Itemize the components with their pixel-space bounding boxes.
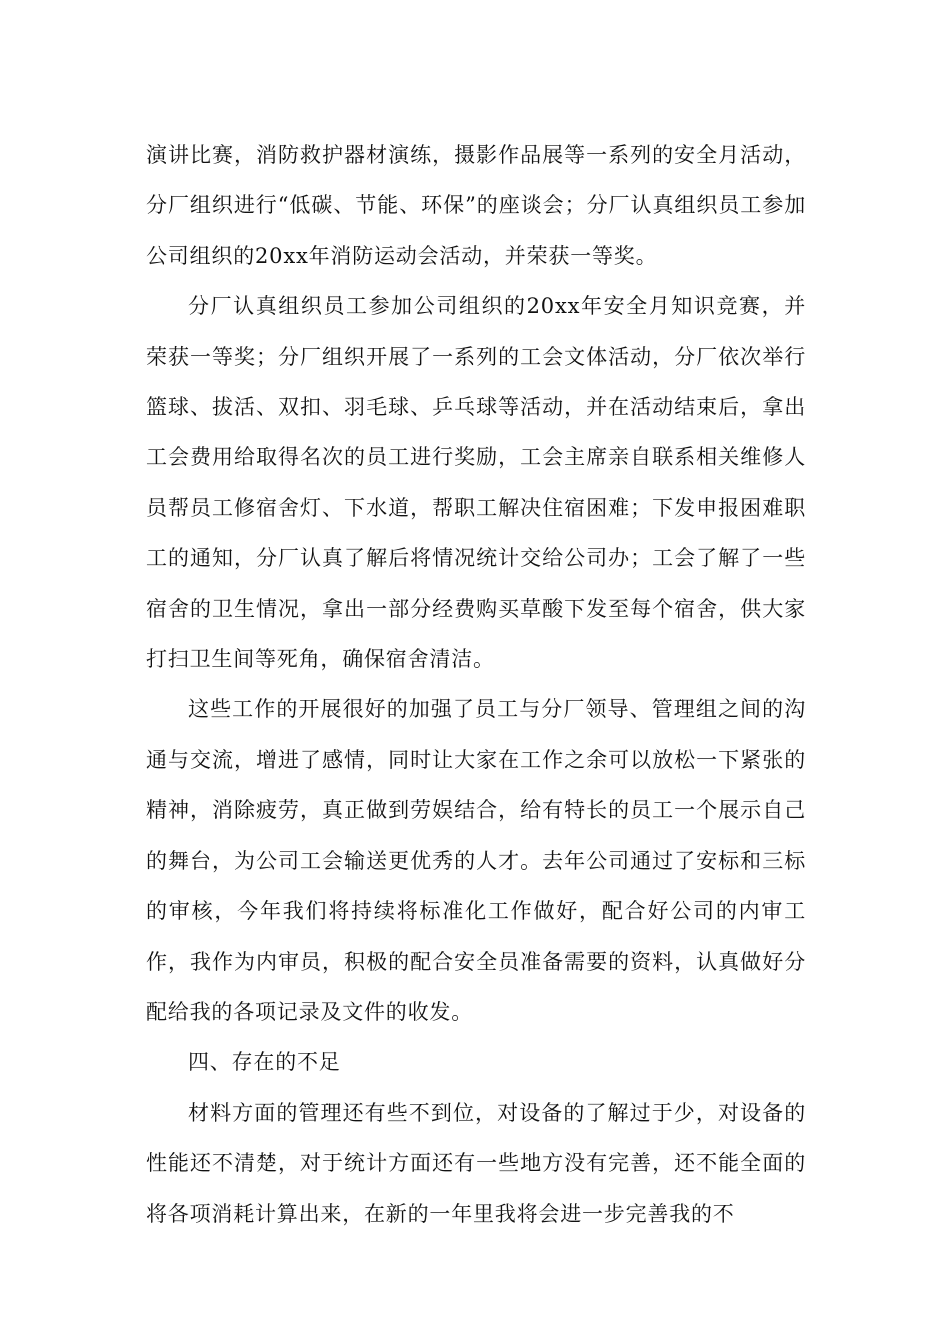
document-body (146, 130, 806, 1239)
paragraph-union-activities: 分厂认真组织员工参加公司组织的20xx年安全月知识竞赛，并荣获一等奖；分厂组织开展了一系列的工会文体活动，分厂依次举行篮球、拔活、双扣、羽毛球、乒乓球等活动，并在活动结束后，拿出工会费用给取得名次的员工进行奖励，工会主席亲自联系相关维修人员帮员工修宿舍灯、下水道，帮职工解决住宿困难；下发申报困难职工的通知，分厂认真了解后将情况统计交给公司办；工会了解了一些宿舍的卫生情况，拿出一部分经费购买草酸下发至每个宿舍，供大家打扫卫生间等死角，确保宿舍清洁。 (146, 294, 806, 672)
paragraph-safety-month-activities: 演讲比赛，消防救护器材演练，摄影作品展等一系列的安全月活动，分厂组织进行“低碳、节能、环保”的座谈会；分厂认真组织员工参加公司组织的20xx年消防运动会活动，并荣获一等奖。 (146, 143, 806, 268)
paragraph-work-results: 这些工作的开展很好的加强了员工与分厂领导、管理组之间的沟通与交流，增进了感情，同时让大家在工作之余可以放松一下紧张的精神，消除疲劳，真正做到劳娱结合，给有特长的员工一个展示自己的舞台，为公司工会输送更优秀的人才。去年公司通过了安标和三标的审核，今年我们将持续将标准化工作做好，配合好公司的内审工作，我作为内审员，积极的配合安全员准备需要的资料，认真做好分配给我的各项记录及文件的收发。 (146, 697, 806, 1024)
paragraph-shortcomings: 材料方面的管理还有些不到位，对设备的了解过于少，对设备的性能还不清楚，对于统计方面还有一些地方没有完善，还不能全面的将各项消耗计算出来，在新的一年里我将会进一步完善我的不 (146, 1100, 806, 1226)
section-heading-shortcomings: 四、存在的不足 (188, 1050, 341, 1075)
